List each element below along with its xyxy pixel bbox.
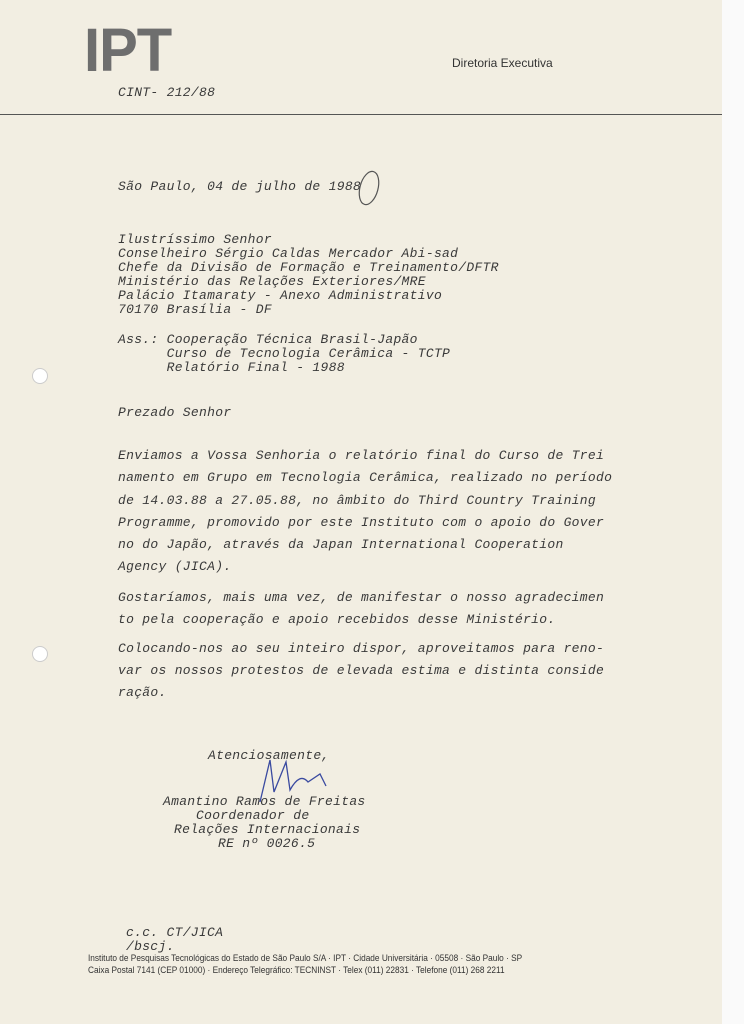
body-line: namento em Grupo em Tecnologia Cerâmica, realizado no período (118, 470, 613, 485)
body-line: Programme, promovido por este Instituto com o apoio do Gover (118, 515, 605, 530)
body-line: to pela cooperação e apoio recebidos desse Ministério. (118, 612, 556, 627)
signatory-line: RE nº 0026.5 (218, 836, 316, 851)
subject-line: Ass.: Cooperação Técnica Brasil-Japão (118, 332, 418, 347)
recipient-line: 70170 Brasília - DF (118, 302, 272, 317)
ipt-logo: IPT (84, 16, 172, 85)
body-line: var os nossos protestos de elevada estima e distinta conside (118, 663, 605, 678)
body-line: no do Japão, através da Japan International Cooperation (118, 537, 564, 552)
subject-line: Curso de Tecnologia Cerâmica - TCTP (118, 346, 451, 361)
signatory-line: Relações Internacionais (174, 822, 361, 837)
recipient-line: Ilustríssimo Senhor (118, 232, 272, 247)
subject-line: Relatório Final - 1988 (118, 360, 345, 375)
cc: c.c. CT/JICA (126, 925, 224, 940)
punch-hole (32, 368, 48, 384)
body-line: Gostaríamos, mais uma vez, de manifestar o nosso agradecimen (118, 590, 605, 605)
body-line: Colocando-nos ao seu inteiro dispor, aproveitamos para reno- (118, 641, 605, 656)
punch-hole (32, 646, 48, 662)
recipient-line: Conselheiro Sérgio Caldas Mercador Abi-sad (118, 246, 459, 261)
recipient-line: Ministério das Relações Exteriores/MRE (118, 274, 426, 289)
department: Diretoria Executiva (452, 56, 553, 70)
initials: /bscj. (126, 939, 175, 954)
body-line: ração. (118, 685, 167, 700)
header-rule (0, 114, 722, 115)
salutation: Prezado Senhor (118, 405, 232, 420)
reference: CINT- 212/88 (118, 85, 216, 100)
body-line: de 14.03.88 a 27.05.88, no âmbito do Third Country Training (118, 493, 596, 508)
date: São Paulo, 04 de julho de 1988 (118, 179, 362, 194)
footer-line-1: Instituto de Pesquisas Tecnológicas do Estado de São Paulo S/A · IPT · Cidade Universitária · 05508 · São Paulo · SP (88, 953, 523, 963)
body-line: Agency (JICA). (118, 559, 232, 574)
handwritten-circle (355, 168, 385, 208)
recipient-line: Palácio Itamaraty - Anexo Administrativo (118, 288, 443, 303)
footer-line-2: Caixa Postal 7141 (CEP 01000) · Endereço Telegráfico: TECNINST · Telex (011) 22831 · Telefone (011) 268 2211 (88, 965, 505, 975)
signatory-line: Amantino Ramos de Freitas (163, 794, 366, 809)
scan-edge (722, 0, 744, 1024)
body-line: Enviamos a Vossa Senhoria o relatório final do Curso de Trei (118, 448, 605, 463)
closing: Atenciosamente, (208, 748, 330, 763)
recipient-line: Chefe da Divisão de Formação e Treinamento/DFTR (118, 260, 499, 275)
signatory-line: Coordenador de (196, 808, 310, 823)
